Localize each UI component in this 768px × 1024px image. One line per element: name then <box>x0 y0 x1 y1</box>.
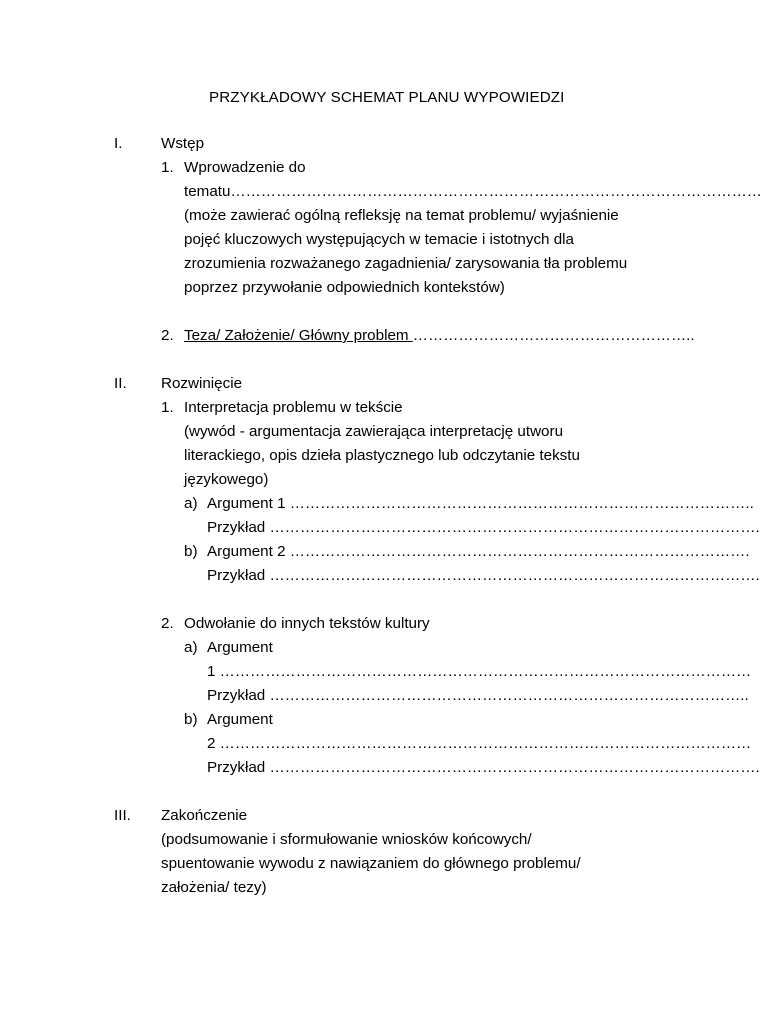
section-2-number: II. <box>114 375 127 392</box>
s2-item2-label: Odwołanie do innych tekstów kultury <box>184 615 430 632</box>
s2-item2-number: 2. <box>161 615 174 632</box>
section-1-number: I. <box>114 135 123 152</box>
s1-item1-desc-3: zrozumienia rozważanego zagadnienia/ zarysowania tła problemu <box>184 255 628 272</box>
section-2-heading: Rozwinięcie <box>161 375 243 392</box>
s2-item1-number: 1. <box>161 399 174 416</box>
s1-item1-desc-2: pojęć kluczowych występujących w temacie i istotnych dla <box>184 231 574 248</box>
s1-item2-dots: ……………………………………………….. <box>412 327 695 344</box>
s2-b-letter: b) <box>184 543 198 560</box>
s2-item1-label: Interpretacja problemu w tekście <box>184 399 403 416</box>
s1-item2-label: Teza/ Założenie/ Główny problem <box>184 327 413 344</box>
s2-a-argument: Argument 1 ……………………………………………………………………………….. <box>207 495 754 512</box>
section-3-number: III. <box>114 807 131 824</box>
s2-c-argument-cont: 1 …………………………………………………………………………………………… <box>207 663 752 680</box>
page-title: PRZYKŁADOWY SCHEMAT PLANU WYPOWIEDZI <box>209 89 565 106</box>
s2-item1-desc-1: (wywód - argumentacja zawierająca interpretację utworu <box>184 423 564 440</box>
s2-a-letter: a) <box>184 495 198 512</box>
s2-d-example: Przykład ……………………………………………………………………………………. <box>207 759 760 776</box>
s1-item2-line <box>184 326 695 346</box>
section-1-heading: Wstęp <box>161 135 205 152</box>
s2-d-letter: b) <box>184 711 198 728</box>
s3-desc-3: założenia/ tezy) <box>161 879 267 896</box>
s2-b-example: Przykład ……………………………………………………………………………………. <box>207 567 760 584</box>
s1-item1-label-cont: tematu…………………………………………………………………………………………… <box>184 183 762 200</box>
s1-item1-desc-1: (może zawierać ogólną refleksję na temat problemu/ wyjaśnienie <box>184 207 619 224</box>
s3-desc-2: spuentowanie wywodu z nawiązaniem do głównego problemu/ <box>161 855 581 872</box>
s1-item2-number: 2. <box>161 327 174 344</box>
s2-c-example: Przykład ………………………………………………………………………………….. <box>207 687 749 704</box>
s1-item1-number: 1. <box>161 159 174 176</box>
s2-b-argument: Argument 2 ………………………………………………………………………………. <box>207 543 750 560</box>
s3-desc-1: (podsumowanie i sformułowanie wniosków końcowych/ <box>161 831 532 848</box>
s2-c-argument: Argument <box>207 639 273 656</box>
section-3-heading: Zakończenie <box>161 807 248 824</box>
s2-item1-desc-2: literackiego, opis dzieła plastycznego lub odczytanie tekstu <box>184 447 580 464</box>
s2-item1-desc-3: językowego) <box>184 471 269 488</box>
s2-d-argument: Argument <box>207 711 273 728</box>
s2-a-example: Przykład ……………………………………………………………………………………. <box>207 519 760 536</box>
s1-item1-desc-4: poprzez przywołanie odpowiednich kontekstów) <box>184 279 505 296</box>
s2-d-argument-cont: 2 …………………………………………………………………………………………… <box>207 735 752 752</box>
s2-c-letter: a) <box>184 639 198 656</box>
s1-item1-label: Wprowadzenie do <box>184 159 306 176</box>
